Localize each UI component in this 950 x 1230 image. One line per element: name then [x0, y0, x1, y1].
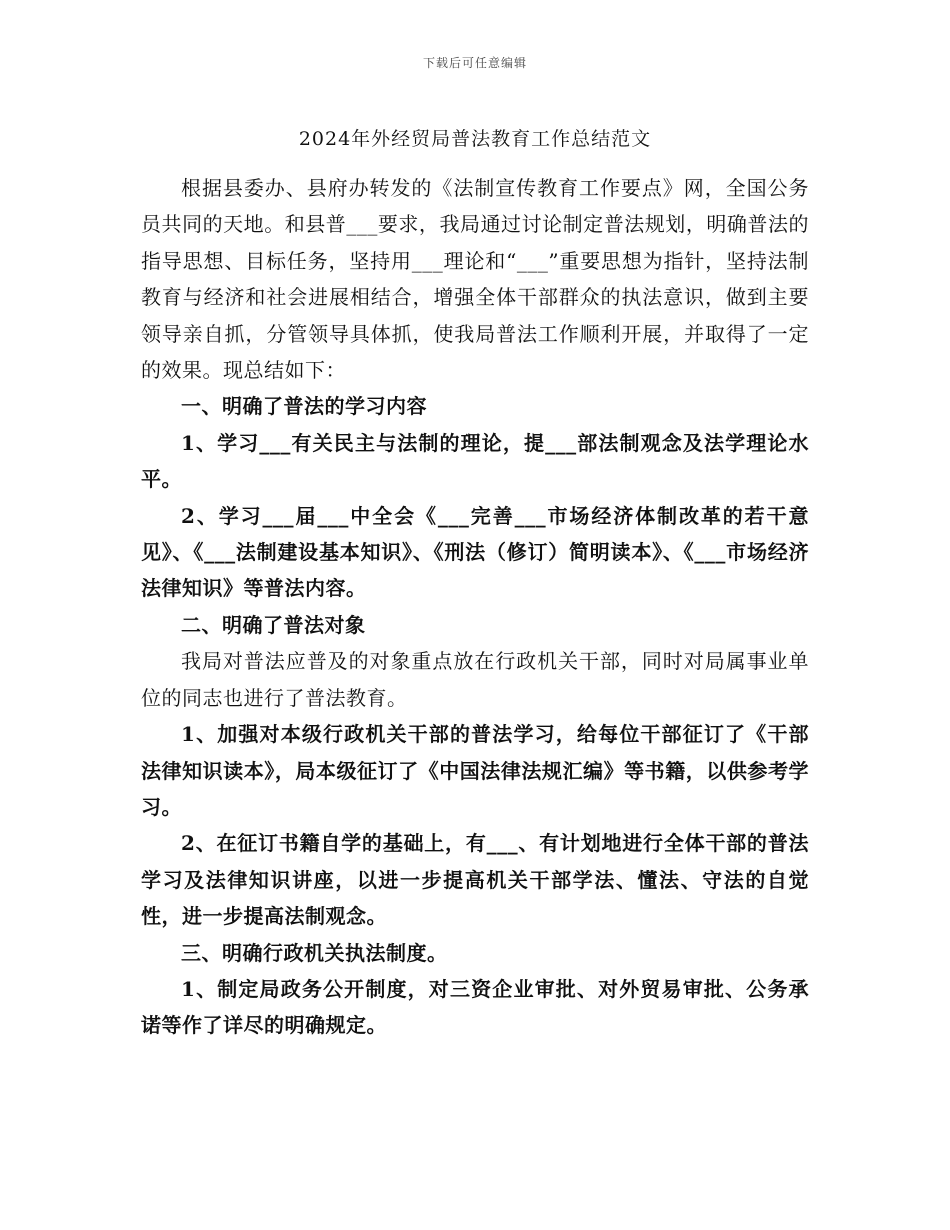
body-paragraph: 我局对普法应普及的对象重点放在行政机关干部，同时对局属事业单位的同志也进行了普法教育。 — [141, 649, 809, 710]
body-paragraph: 2、学习___届___中全会《___完善___市场经济体制改革的若干意见》、《___法制建设基本知识》、《刑法（修订）简明读本》、《___市场经济法律知识》等普法内容。 — [141, 503, 809, 601]
body-paragraph: 1、学习___有关民主与法制的理论，提___部法制观念及法学理论水平。 — [141, 430, 809, 492]
body-paragraph: 1、制定局政务公开制度，对三资企业审批、对外贸易审批、公务承诺等作了详尽的明确规定。 — [141, 976, 809, 1038]
document-title: 2024年外经贸局普法教育工作总结范文 — [298, 128, 652, 150]
section-heading-1: 一、明确了普法的学习内容 — [181, 394, 427, 419]
header-note: 下载后可任意编辑 — [422, 56, 527, 70]
body-paragraph: 2、在征订书籍自学的基础上，有___、有计划地进行全体干部的普法学习及法律知识讲座，以进一步提高机关干部学法、懂法、守法的自觉性，进一步提高法制观念。 — [141, 831, 809, 929]
document-body — [141, 170, 809, 1044]
intro-paragraph: 根据县委办、县府办转发的《法制宣传教育工作要点》网，全国公务员共同的天地。和县普___要求，我局通过讨论制定普法规划，明确普法的指导思想、目标任务，坚持用___理论和“___”重要思想为指针，坚持法制教育与经济和社会进展相结合，增强全体干部群众的执法意识，做到主要领导亲自抓，分管领导具体抓，使我局普法工作顺利开展，并取得了一定的效果。现总结如下： — [141, 176, 809, 383]
section-heading-2: 二、明确了普法对象 — [181, 612, 366, 637]
body-paragraph: 1、加强对本级行政机关干部的普法学习，给每位干部征订了《干部法律知识读本》，局本级征订了《中国法律法规汇编》等书籍，以供参考学习。 — [141, 722, 809, 819]
section-heading-3: 三、明确行政机关执法制度。 — [181, 940, 448, 965]
